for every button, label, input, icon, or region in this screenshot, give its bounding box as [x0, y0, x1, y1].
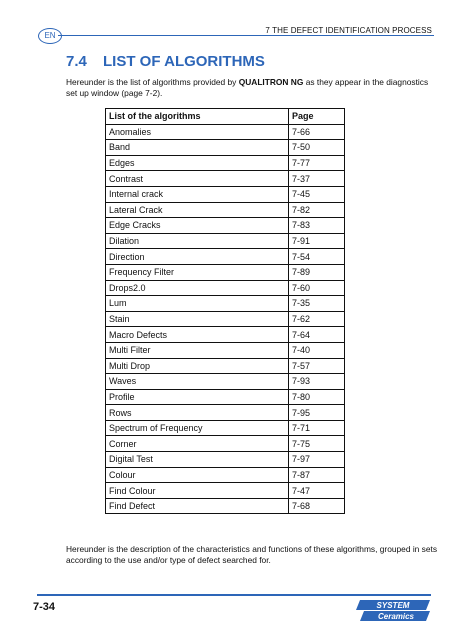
- algorithm-name-cell: Internal crack: [106, 186, 289, 202]
- table-row: [106, 171, 345, 187]
- page-ref-cell: 7-93: [289, 374, 345, 390]
- page-ref-cell: 7-37: [289, 171, 345, 187]
- algorithm-name-cell: Corner: [106, 436, 289, 452]
- algorithm-name-cell: Multi Drop: [106, 358, 289, 374]
- page-ref-cell: 7-47: [289, 483, 345, 499]
- page-ref-cell: 7-45: [289, 186, 345, 202]
- algorithm-name-cell: Find Defect: [106, 498, 289, 514]
- algorithm-name-cell: Lateral Crack: [106, 202, 289, 218]
- algorithm-name-cell: Dilation: [106, 233, 289, 249]
- page-ref-cell: 7-40: [289, 342, 345, 358]
- logo-bottom-text: Ceramics: [377, 612, 415, 621]
- table-row: [106, 264, 345, 280]
- table-row: [106, 233, 345, 249]
- page-ref-cell: 7-50: [289, 140, 345, 156]
- page-ref-cell: 7-66: [289, 124, 345, 140]
- table-row: [106, 327, 345, 343]
- page-ref-cell: 7-75: [289, 436, 345, 452]
- algorithm-name-cell: Direction: [106, 249, 289, 265]
- page-ref-cell: 7-54: [289, 249, 345, 265]
- algorithm-name-cell: Colour: [106, 467, 289, 483]
- chapter-header: 7 THE DEFECT IDENTIFICATION PROCESS: [265, 26, 432, 35]
- intro-text-end: as they appear in the diagnostics set up window (page 7-2).: [66, 77, 429, 98]
- page-ref-cell: 7-68: [289, 498, 345, 514]
- table-header-row: [106, 109, 345, 125]
- table-row: [106, 249, 345, 265]
- table-row: [106, 358, 345, 374]
- page-ref-cell: 7-83: [289, 218, 345, 234]
- algorithm-name-cell: Lum: [106, 296, 289, 312]
- header-rule: [58, 35, 434, 36]
- page-ref-cell: 7-35: [289, 296, 345, 312]
- algorithms-table: [105, 108, 345, 514]
- section-title: LIST OF ALGORITHMS: [103, 53, 265, 70]
- page-ref-cell: 7-57: [289, 358, 345, 374]
- language-badge: EN: [38, 28, 62, 44]
- table-row: [106, 218, 345, 234]
- algorithm-name-cell: Profile: [106, 389, 289, 405]
- table-row: [106, 124, 345, 140]
- page-ref-cell: 7-95: [289, 405, 345, 421]
- table-row: [106, 374, 345, 390]
- algorithm-name-cell: Find Colour: [106, 483, 289, 499]
- page-ref-cell: 7-97: [289, 452, 345, 468]
- algorithm-name-cell: Digital Test: [106, 452, 289, 468]
- table-body: [106, 124, 345, 514]
- algorithm-name-cell: Macro Defects: [106, 327, 289, 343]
- header-page: Page: [289, 109, 345, 125]
- page-ref-cell: 7-71: [289, 420, 345, 436]
- table-row: [106, 202, 345, 218]
- algorithm-name-cell: Anomalies: [106, 124, 289, 140]
- page-ref-cell: 7-87: [289, 467, 345, 483]
- table-row: [106, 342, 345, 358]
- page-number: 7-34: [33, 601, 56, 613]
- algorithm-name-cell: Contrast: [106, 171, 289, 187]
- algorithm-name-cell: Stain: [106, 311, 289, 327]
- outro-paragraph: Hereunder is the description of the characteristics and functions of these algorithms, grouped in sets according to the use and/or type of defect searched for.: [66, 544, 438, 565]
- table-row: [106, 498, 345, 514]
- algorithm-name-cell: Drops2.0: [106, 280, 289, 296]
- algorithm-name-cell: Frequency Filter: [106, 264, 289, 280]
- algorithm-name-cell: Multi Filter: [106, 342, 289, 358]
- algorithm-name-cell: Band: [106, 140, 289, 156]
- page-ref-cell: 7-77: [289, 155, 345, 171]
- table-row: [106, 452, 345, 468]
- algorithm-name-cell: Edges: [106, 155, 289, 171]
- system-ceramics-logo: [354, 598, 432, 622]
- intro-text-start: Hereunder is the list of algorithms provided by: [66, 77, 239, 87]
- section-number: 7.4: [66, 53, 87, 70]
- page-ref-cell: 7-62: [289, 311, 345, 327]
- table-row: [106, 467, 345, 483]
- table-row: [106, 420, 345, 436]
- header-algorithm: List of the algorithms: [106, 109, 289, 125]
- algorithm-name-cell: Edge Cracks: [106, 218, 289, 234]
- algorithm-name-cell: Waves: [106, 374, 289, 390]
- table-row: [106, 389, 345, 405]
- page-ref-cell: 7-80: [289, 389, 345, 405]
- table-row: [106, 436, 345, 452]
- algorithm-name-cell: Spectrum of Frequency: [106, 420, 289, 436]
- product-name: QUALITRON NG: [238, 77, 304, 87]
- table-row: [106, 140, 345, 156]
- page-ref-cell: 7-82: [289, 202, 345, 218]
- intro-paragraph: [66, 77, 441, 99]
- table-row: [106, 296, 345, 312]
- page-ref-cell: 7-60: [289, 280, 345, 296]
- table-row: [106, 483, 345, 499]
- page-ref-cell: 7-91: [289, 233, 345, 249]
- footer-rule: [37, 594, 431, 596]
- algorithm-name-cell: Rows: [106, 405, 289, 421]
- table-row: [106, 405, 345, 421]
- page-ref-cell: 7-89: [289, 264, 345, 280]
- table-row: [106, 186, 345, 202]
- page-ref-cell: 7-64: [289, 327, 345, 343]
- table-row: [106, 311, 345, 327]
- table-row: [106, 280, 345, 296]
- table-row: [106, 155, 345, 171]
- logo-top-text: SYSTEM: [376, 601, 410, 610]
